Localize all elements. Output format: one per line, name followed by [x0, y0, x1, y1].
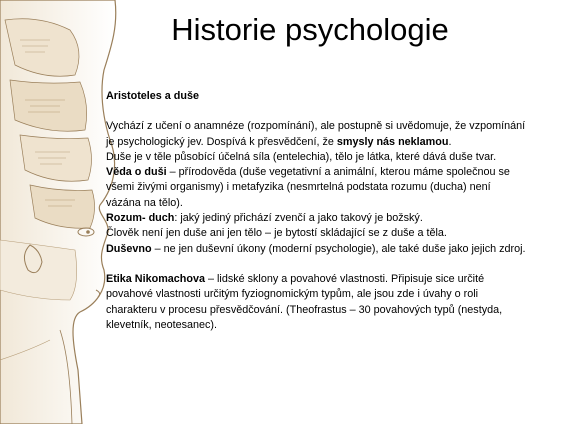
p3-bold: Věda o duši [106, 166, 167, 179]
slide-content [106, 89, 526, 333]
paragraph-science-of-soul [106, 165, 526, 211]
spacer [106, 257, 526, 272]
p3-text: – přírodověda (duše vegetativní a animální, kterou máme společnou se všemi živými organismy) i metafyzika (nesmrtelná podstata rozumu (ducha) není vázána na tělo). [106, 166, 510, 209]
p6-bold: Duševno [106, 242, 152, 255]
p4-text: : jaký jediný přichází zvenčí a jako takový je božský. [174, 212, 423, 225]
p4-bold: Rozum- duch [106, 212, 175, 225]
paragraph-dusevno [106, 242, 526, 257]
p1-text-b: . [448, 135, 452, 148]
p7-bold: Etika Nikomachova [106, 272, 206, 285]
paragraph-reason-spirit [106, 211, 526, 226]
paragraph-human-being: Člověk není jen duše ani jen tělo – je bytostí skládající se z duše a těla. [106, 227, 447, 240]
p1-bold: smysly nás neklamou [336, 135, 449, 148]
paragraph-entelechia: Duše je v těle působící účelná síla (entelechia), tělo je látka, které dává duše tvar. [106, 150, 497, 163]
p1-text-a: Vychází z učení o anamnéze (rozpomínání), ale postupně si uvědomuje, že vzpomínání je psychologický jev. Dospívá k přesvědčení, že [106, 120, 526, 148]
p6-text: – ne jen duševní úkony (moderní psychologie), ale také duše jako jejich zdroj. [151, 242, 526, 255]
p7-text: – lidské sklony a povahové vlastnosti. Připisuje sice určité povahové vlastnosti určitým fyziognomickým typům, ale jsou zde i úvahy o roli charakteru v procesu přesvědčování. (Theofrastus – 30 povahových typů (nestyda, klevetník, neotesanec). [106, 272, 503, 331]
paragraph-ethics [106, 272, 526, 333]
heading-text: Aristoteles a duše [106, 90, 200, 102]
paragraph-anamnesis [106, 119, 526, 150]
slide-title: Historie psychologie [171, 12, 449, 47]
section-heading [106, 89, 526, 104]
spacer [106, 104, 526, 119]
